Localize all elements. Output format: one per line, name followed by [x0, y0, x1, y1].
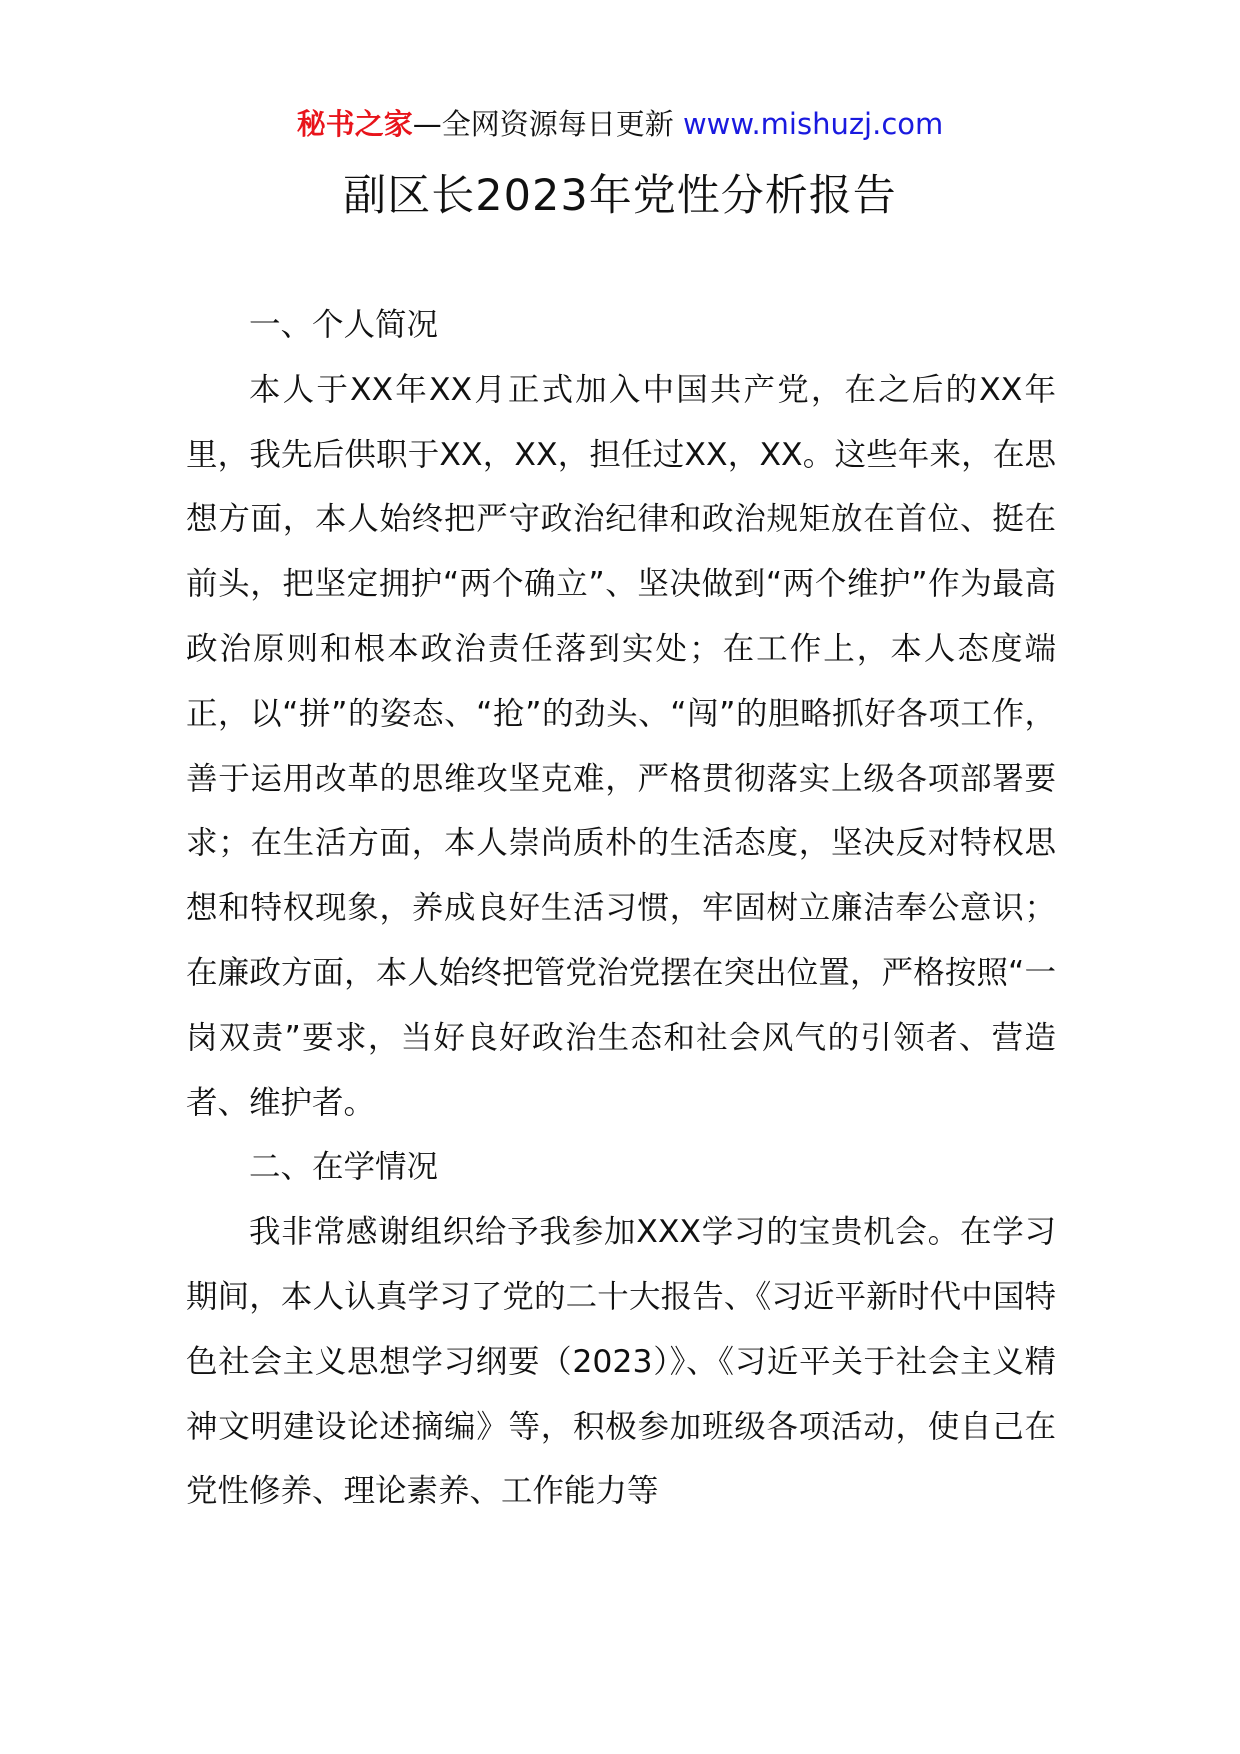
section-heading-study: 二、在学情况	[249, 1149, 439, 1186]
site-header	[0, 102, 1240, 146]
document-body	[186, 293, 1056, 1524]
site-brand: 秘书之家	[296, 107, 413, 141]
site-url-link[interactable]: www.mishuzj.com	[682, 107, 944, 141]
site-tagline: —全网资源每日更新	[412, 107, 683, 141]
section-heading-profile: 一、个人简况	[249, 307, 439, 343]
document-title: 副区长2023年党性分析报告	[343, 171, 897, 221]
paragraph-profile: 本人于XX年XX月正式加入中国共产党，在之后的XX年里，我先后供职于XX，XX，担任过XX，XX。这些年来，在思想方面，本人始终把严守政治纪律和政治规矩放在首位、挺在前头，把坚定拥护“两个确立”、坚决做到“两个维护”作为最高政治原则和根本政治责任落到实处；在工作上，本人态度端正，以“拼”的姿态、“抢”的劲头、“闯”的胆略抓好各项工作，善于运用改革的思维攻坚克难，严格贯彻落实上级各项部署要求；在生活方面，本人崇尚质朴的生活态度，坚决反对特权思想和特权现象，养成良好生活习惯，牢固树立廉洁奉公意识；在廉政方面，本人始终把管党治党摆在突出位置，严格按照“一岗双责”要求，当好良好政治生态和社会风气的引领者、营造者、维护者。	[186, 371, 1056, 1121]
paragraph-study: 我非常感谢组织给予我参加XXX学习的宝贵机会。在学习期间，本人认真学习了党的二十大报告、《习近平新时代中国特色社会主义思想学习纲要（2023）》、《习近平关于社会主义精神文明建设论述摘编》等，积极参加班级各项活动，使自己在党性修养、理论素养、工作能力等	[186, 1214, 1056, 1510]
